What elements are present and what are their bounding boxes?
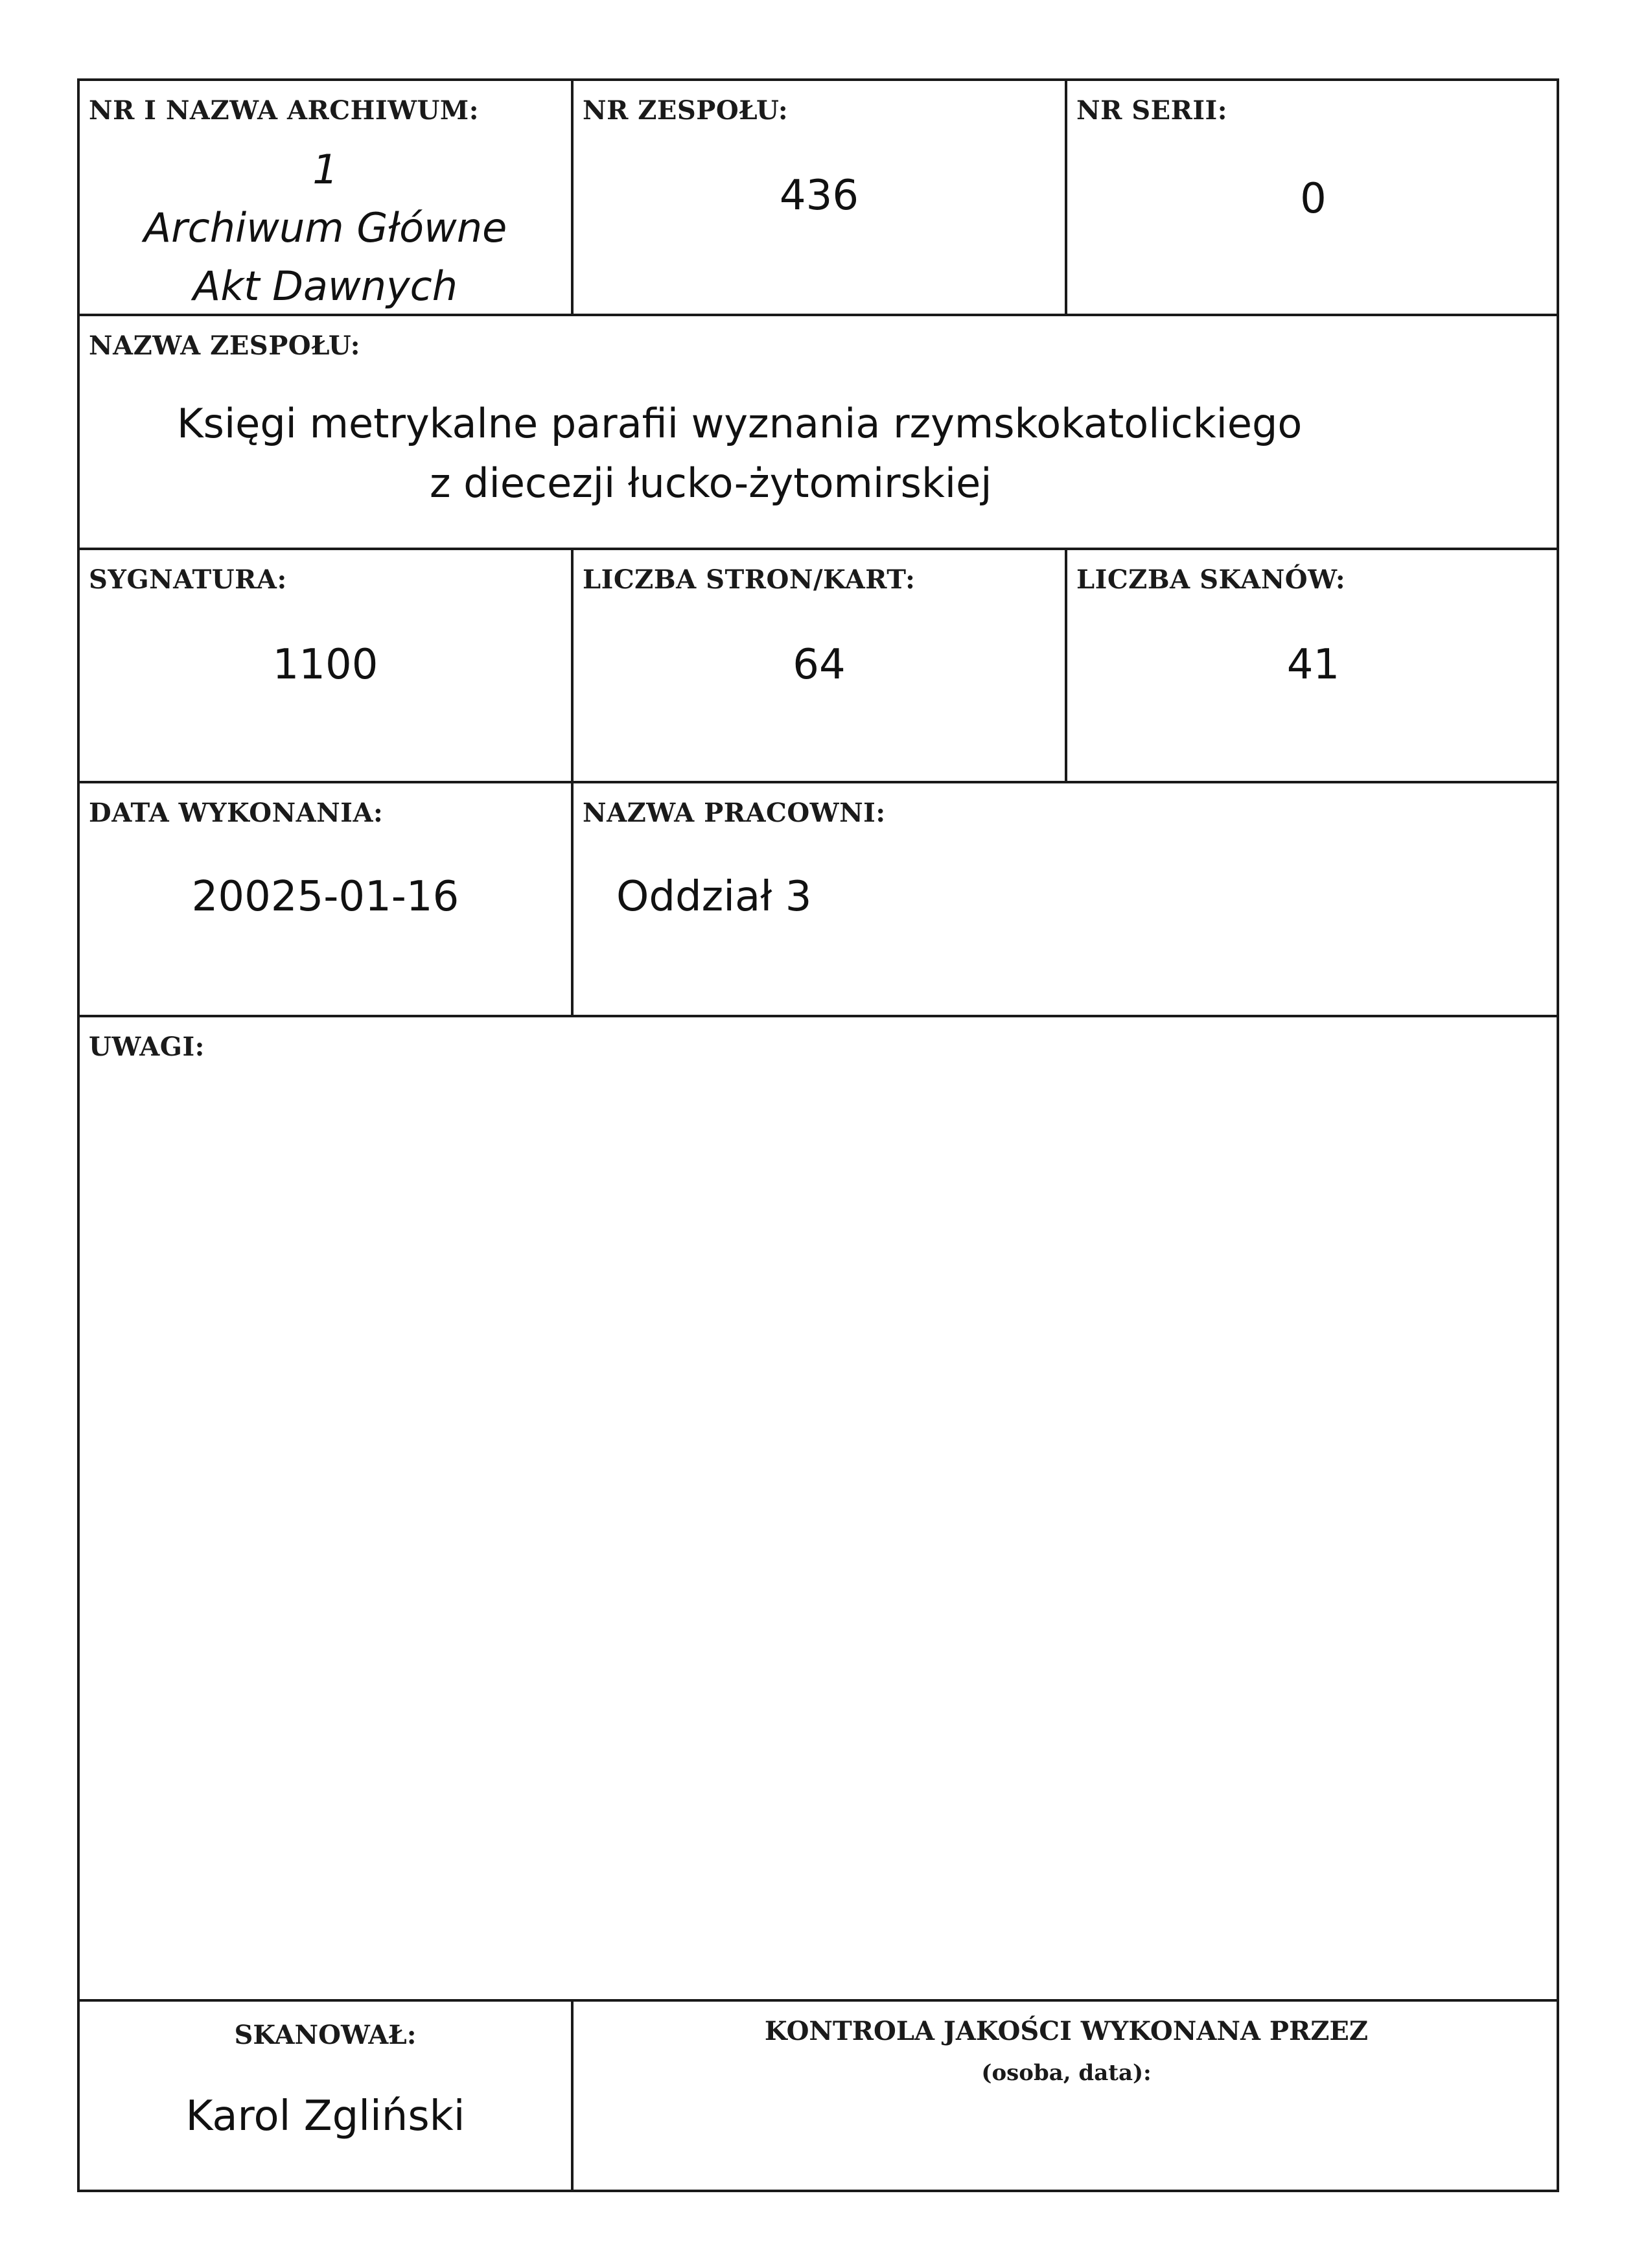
archive-number: 1: [312, 146, 338, 193]
archive-name: [80, 141, 571, 316]
archive-label: NR I NAZWA ARCHIWUM:: [89, 95, 479, 126]
workshop-name-label: NAZWA PRACOWNI:: [583, 798, 886, 828]
fonds-number-cell: [574, 81, 1065, 314]
series-number-value: 0: [1300, 175, 1327, 223]
fonds-number-value: 436: [779, 172, 859, 220]
series-number-label: NR SERII:: [1076, 95, 1228, 126]
fonds-name-line2: z diecezji łucko-żytomirskiej: [430, 459, 992, 507]
fonds-name-line1: Księgi metrykalne parafii wyznania rzymskokatolickiego: [177, 400, 1303, 447]
page-count-value: 64: [793, 641, 846, 689]
series-number-cell: [1067, 81, 1559, 314]
fonds-name-cell: [80, 316, 1559, 548]
fonds-number-label: NR ZESPOŁU:: [583, 95, 789, 126]
quality-control-label: KONTROLA JAKOŚCI WYKONANA PRZEZ: [764, 2016, 1369, 2046]
remarks-cell: [80, 1017, 1559, 1999]
signature-label: SYGNATURA:: [89, 564, 287, 595]
scan-count-label: LICZBA SKANÓW:: [1076, 564, 1346, 595]
execution-date-label: DATA WYKONANIA:: [89, 798, 384, 828]
scanned-by-label: SKANOWAŁ:: [234, 2020, 417, 2050]
quality-control-cell: [574, 2002, 1559, 2192]
execution-date-cell: [80, 783, 571, 1015]
archive-name-line1: Archiwum Główne: [143, 204, 507, 251]
metadata-form: [77, 78, 1559, 2192]
archive-cell: [80, 81, 571, 314]
signature-value: 1100: [272, 641, 378, 689]
scan-count-cell: [1067, 550, 1559, 781]
quality-control-sublabel: (osoba, data):: [981, 2060, 1152, 2086]
archive-name-line2: Akt Dawnych: [192, 262, 458, 310]
execution-date-value: 20025-01-16: [191, 873, 459, 921]
workshop-name-cell: [574, 783, 1559, 1015]
workshop-name-value: Oddział 3: [616, 873, 812, 921]
page-count-cell: [574, 550, 1065, 781]
fonds-name-label: NAZWA ZESPOŁU:: [89, 330, 361, 361]
scanned-by-cell: [80, 2002, 571, 2192]
page-count-label: LICZBA STRON/KART:: [583, 564, 916, 595]
remarks-label: UWAGI:: [89, 1032, 205, 1062]
scanned-by-value: Karol Zgliński: [185, 2092, 465, 2140]
scan-count-value: 41: [1286, 641, 1340, 689]
signature-cell: [80, 550, 571, 781]
